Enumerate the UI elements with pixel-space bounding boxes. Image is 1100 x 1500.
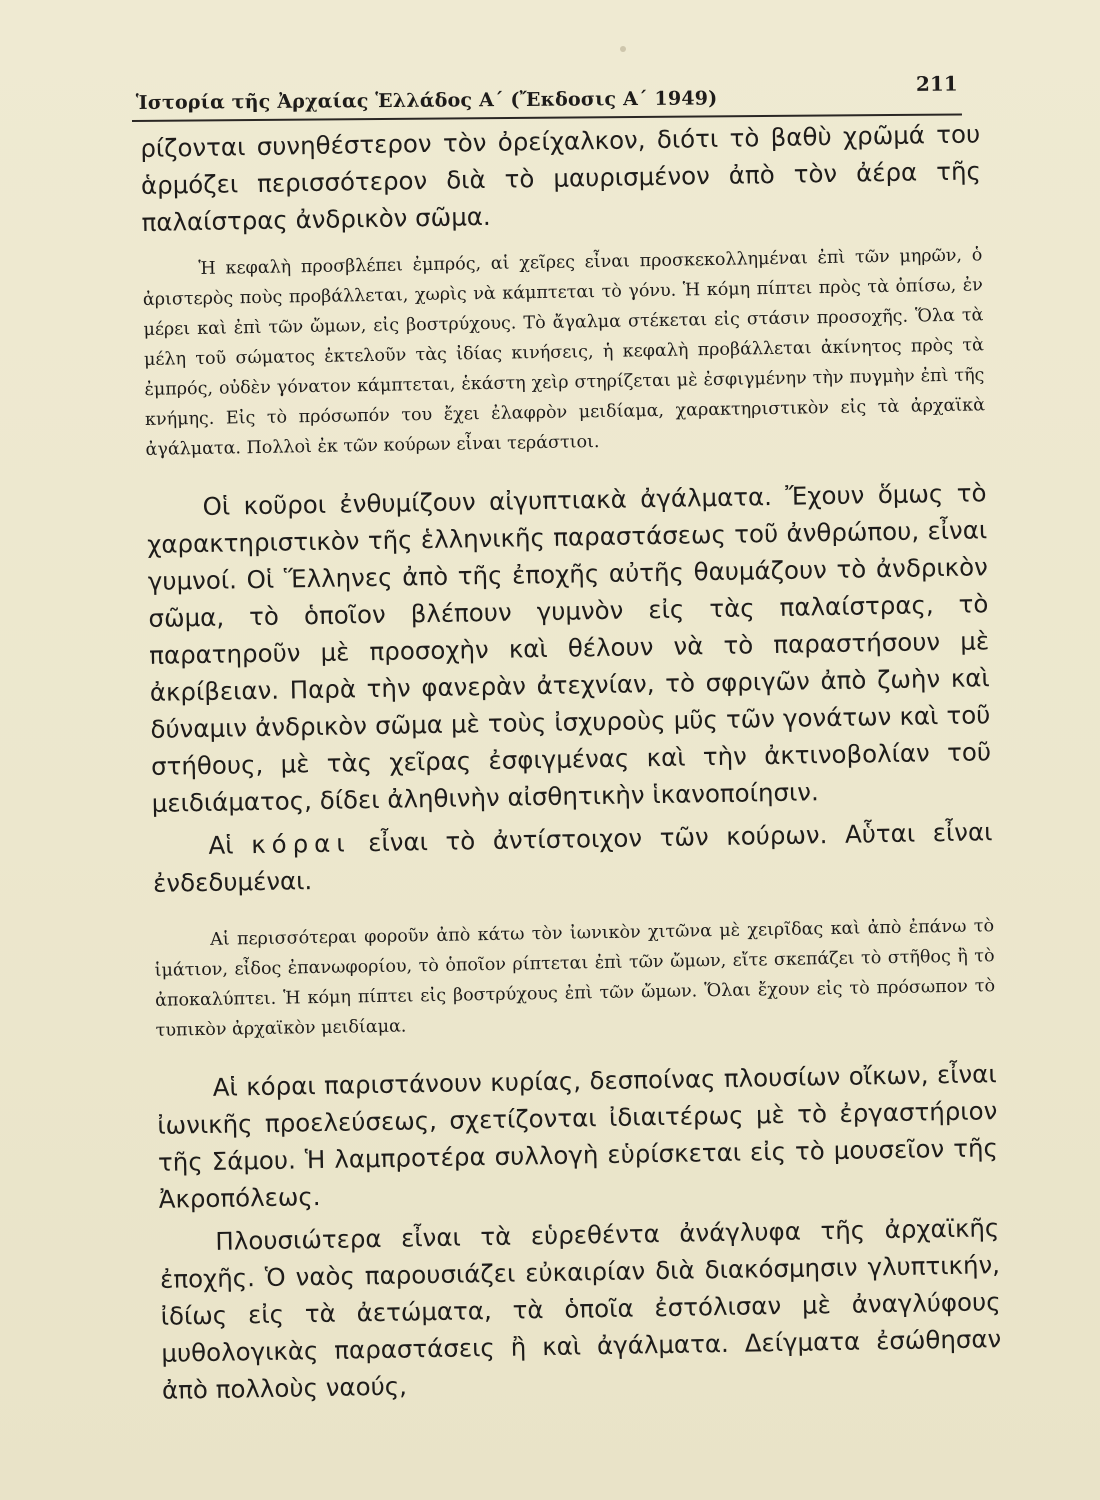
korai-intro-start: Αἱ [208, 830, 234, 860]
page-number: 211 [915, 71, 958, 96]
paper-stain [620, 46, 626, 52]
paragraph-continuation: ρίζονται συνηθέστερον τὸν ὀρείχαλκον, διότι τὸ βαθὺ χρῶμά του ἁρμόζει περισσότερον διὰ τὸ μαυρισμένον ἀπὸ τὸν ἀέρα τῆς παλαίστρας ἀνδρικὸν σῶμα. [140, 119, 982, 237]
page-body [140, 115, 1002, 1408]
running-header [132, 65, 962, 122]
paragraph-reliefs: Πλουσιώτερα εἶναι τὰ εὑρεθέντα ἀνάγλυφα τῆς ἀρχαϊκῆς ἐποχῆς. Ὁ ναὸς παρουσιάζει εὐκαιρίαν διὰ διακόσμησιν γλυπτικήν, ἰδίως εἰς τὰ ἀετώματα, τὰ ὁποῖα ἐστόλισαν μὲ ἀναγλύφους μυθολογικὰς παραστάσεις ἢ καὶ ἀγάλματα. Δείγματα ἐσώθησαν ἀπὸ πολλοὺς ναούς, [159, 1213, 1002, 1405]
header-title: Ἱστορία τῆς Ἀρχαίας Ἑλλάδος Α΄ (Ἔκδοσις Α΄ 1949) [135, 87, 718, 114]
paragraph-small-korai-dress: Αἱ περισσότεραι φοροῦν ἀπὸ κάτω τὸν ἰωνικὸν χιτῶνα μὲ χειρῖδας καὶ ἀπὸ ἐπάνω τὸ ἱμάτιον, εἶδος ἐπανωφορίου, τὸ ὁποῖον ρίπτεται ἐπὶ τῶν ὤμων, εἴτε σκεπάζει τὸ στῆθος ἢ τὸ ἀποκαλύπτει. Ἡ κόμη πίπτει εἰς βοστρύχους ἐπὶ τῶν ὤμων. Ὅλαι ἔχουν εἰς τὸ πρόσωπον τὸ τυπικὸν ἀρχαϊκὸν μειδίαμα. [154, 916, 996, 1041]
korai-spaced-word: κόραι [250, 828, 351, 860]
korai-intro-rest: εἶναι τὸ ἀντίστοιχον τῶν κούρων. Αὗται εἶναι ἐνδεδυμέναι. [152, 817, 993, 898]
paragraph-small-kouros-description: Ἡ κεφαλὴ προσβλέπει ἐμπρός, αἱ χεῖρες εἶναι προσκεκολλημέναι ἐπὶ τῶν μηρῶν, ὁ ἀριστερὸς ποὺς προβάλλεται, χωρὶς νὰ κάμπτεται τὸ γόνυ. Ἡ κόμη πίπτει πρὸς τὰ ὀπίσω, ἐν μέρει καὶ ἐπὶ τῶν ὤμων, εἰς βοστρύχους. Τὸ ἄγαλμα στέκεται εἰς στάσιν προσοχῆς. Ὅλα τὰ μέλη τοῦ σώματος ἐκτελοῦν τὰς ἰδίας κινήσεις, ἡ κεφαλὴ προβάλλεται ἀκίνητος πρὸς τὰ ἐμπρός, οὐδὲν γόνατον κάμπτεται, ἑκάστη χεὶρ στηρίζεται μὲ ἐσφιγμένην τὴν πυγμὴν ἐπὶ τῆς κνήμης. Εἰς τὸ πρόσωπόν του ἔχει ἐλαφρὸν μειδίαμα, χαρακτηριστικὸν εἰς τὰ ἀρχαϊκὰ ἀγάλματα. Πολλοὶ ἐκ τῶν κούρων εἶναι τεράστιοι. [142, 245, 986, 460]
paragraph-kouroi: Οἱ κοῦροι ἐνθυμίζουν αἰγυπτιακὰ ἀγάλματα. Ἔχουν ὅμως τὸ χαρακτηριστικὸν τῆς ἑλληνικῆς παραστάσεως τοῦ ἀνθρώπου, εἶναι γυμνοί. Οἱ Ἕλληνες ἀπὸ τῆς ἐποχῆς αὐτῆς θαυμάζουν τὸ ἀνδρικὸν σῶμα, τὸ ὁποῖον βλέπουν γυμνὸν εἰς τὰς παλαίστρας, τὸ παρατηροῦν μὲ προσοχὴν καὶ θέλουν νὰ τὸ παραστήσουν μὲ ἀκρίβειαν. Παρὰ τὴν φανερὰν ἀτεχνίαν, τὸ σφριγῶν ἀπὸ ζωὴν καὶ δύναμιν ἀνδρικὸν σῶμα μὲ τοὺς ἰσχυροὺς μῦς τῶν γονάτων καὶ τοῦ στήθους, μὲ τὰς χεῖρας ἐσφιγμένας καὶ τὴν ἀκτινοβολίαν τοῦ μειδιάματος, δίδει ἀληθινὴν αἰσθητικὴν ἱκανοποίησιν. [146, 478, 992, 818]
paragraph-korai-origin: Αἱ κόραι παριστάνουν κυρίας, δεσποίνας πλουσίων οἴκων, εἶναι ἰωνικῆς προελεύσεως, σχετίζονται ἰδιαιτέρως μὲ τὸ ἐργαστήριον τῆς Σάμου. Ἡ λαμπροτέρα συλλογὴ εὑρίσκεται εἰς τὸ μουσεῖον τῆς Ἀκροπόλεως. [157, 1059, 999, 1214]
